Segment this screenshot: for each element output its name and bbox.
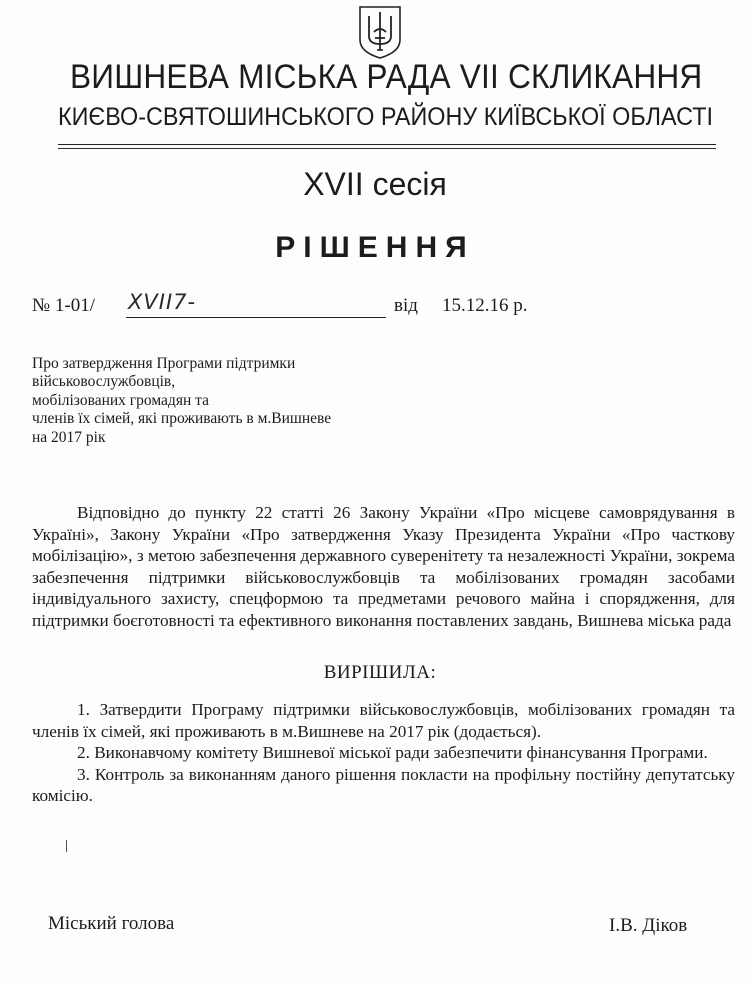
signatory-name: І.В. Діков [609,915,688,936]
resolution-list [32,699,735,807]
session-title: XVII сесія [303,166,447,202]
decision-number-prefix: № 1-01/ [32,295,95,316]
subject-line: мобілізованих громадян та [32,391,209,409]
resolution-item: 3. Контроль за виконанням даного рішення покласти на профільну постійну депутатську комісію. [32,764,735,805]
resolution-item: 2. Виконавчому комітету Вишневої міської ради забезпечити фінансування Програми. [77,743,708,762]
subject-line: військовослужбовців, [32,373,176,391]
header-divider-thick [58,144,716,145]
date-label: від [394,295,418,316]
subject-line: на 2017 рік [32,428,106,446]
trident-coat-of-arms-icon [357,4,403,60]
handwritten-number: XVII7- [128,290,197,314]
decision-number-line [32,290,552,321]
resolved-heading: ВИРІШИЛА: [323,662,437,683]
preamble-paragraph: Відповідно до пункту 22 статті 26 Закону України «Про місцеве самоврядування в Україні», Закону України «Про затвердження Указу Президента України «Про часткову мобілізацію», з метою забезпечення державного суверенітету та незалежності України, зокрема забезпечення підтримки військовослужбовців та мобілізованих громадян засобами індивідуального захисту, спецформою та предметами речового майна і спорядження, для підтримки боєготовності та ефективного виконання поставлених завдань, Вишнева міська рада [32,503,735,630]
header-divider-thin [58,148,716,149]
resolution-item: 1. Затвердити Програму підтримки військовослужбовців, мобілізованих громадян та членів їх сімей, які проживають в м.Вишневе на 2017 рік (додається). [32,700,735,741]
scan-artifact [66,840,71,852]
signatory-position: Міський голова [48,913,175,934]
decision-heading: РІШЕННЯ [275,231,475,264]
decision-subject [32,355,392,447]
subject-line: Про затвердження Програми підтримки [32,355,296,372]
subject-line: членів їх сімей, які проживають в м.Вишневе [32,410,332,428]
council-district: КИЄВО-СВЯТОШИНСЬКОГО РАЙОНУ КИЇВСЬКОЇ ОБЛАСТІ [58,103,713,131]
decision-date: 15.12.16 р. [442,295,528,316]
council-title: ВИШНЕВА МІСЬКА РАДА VII СКЛИКАННЯ [70,58,703,96]
